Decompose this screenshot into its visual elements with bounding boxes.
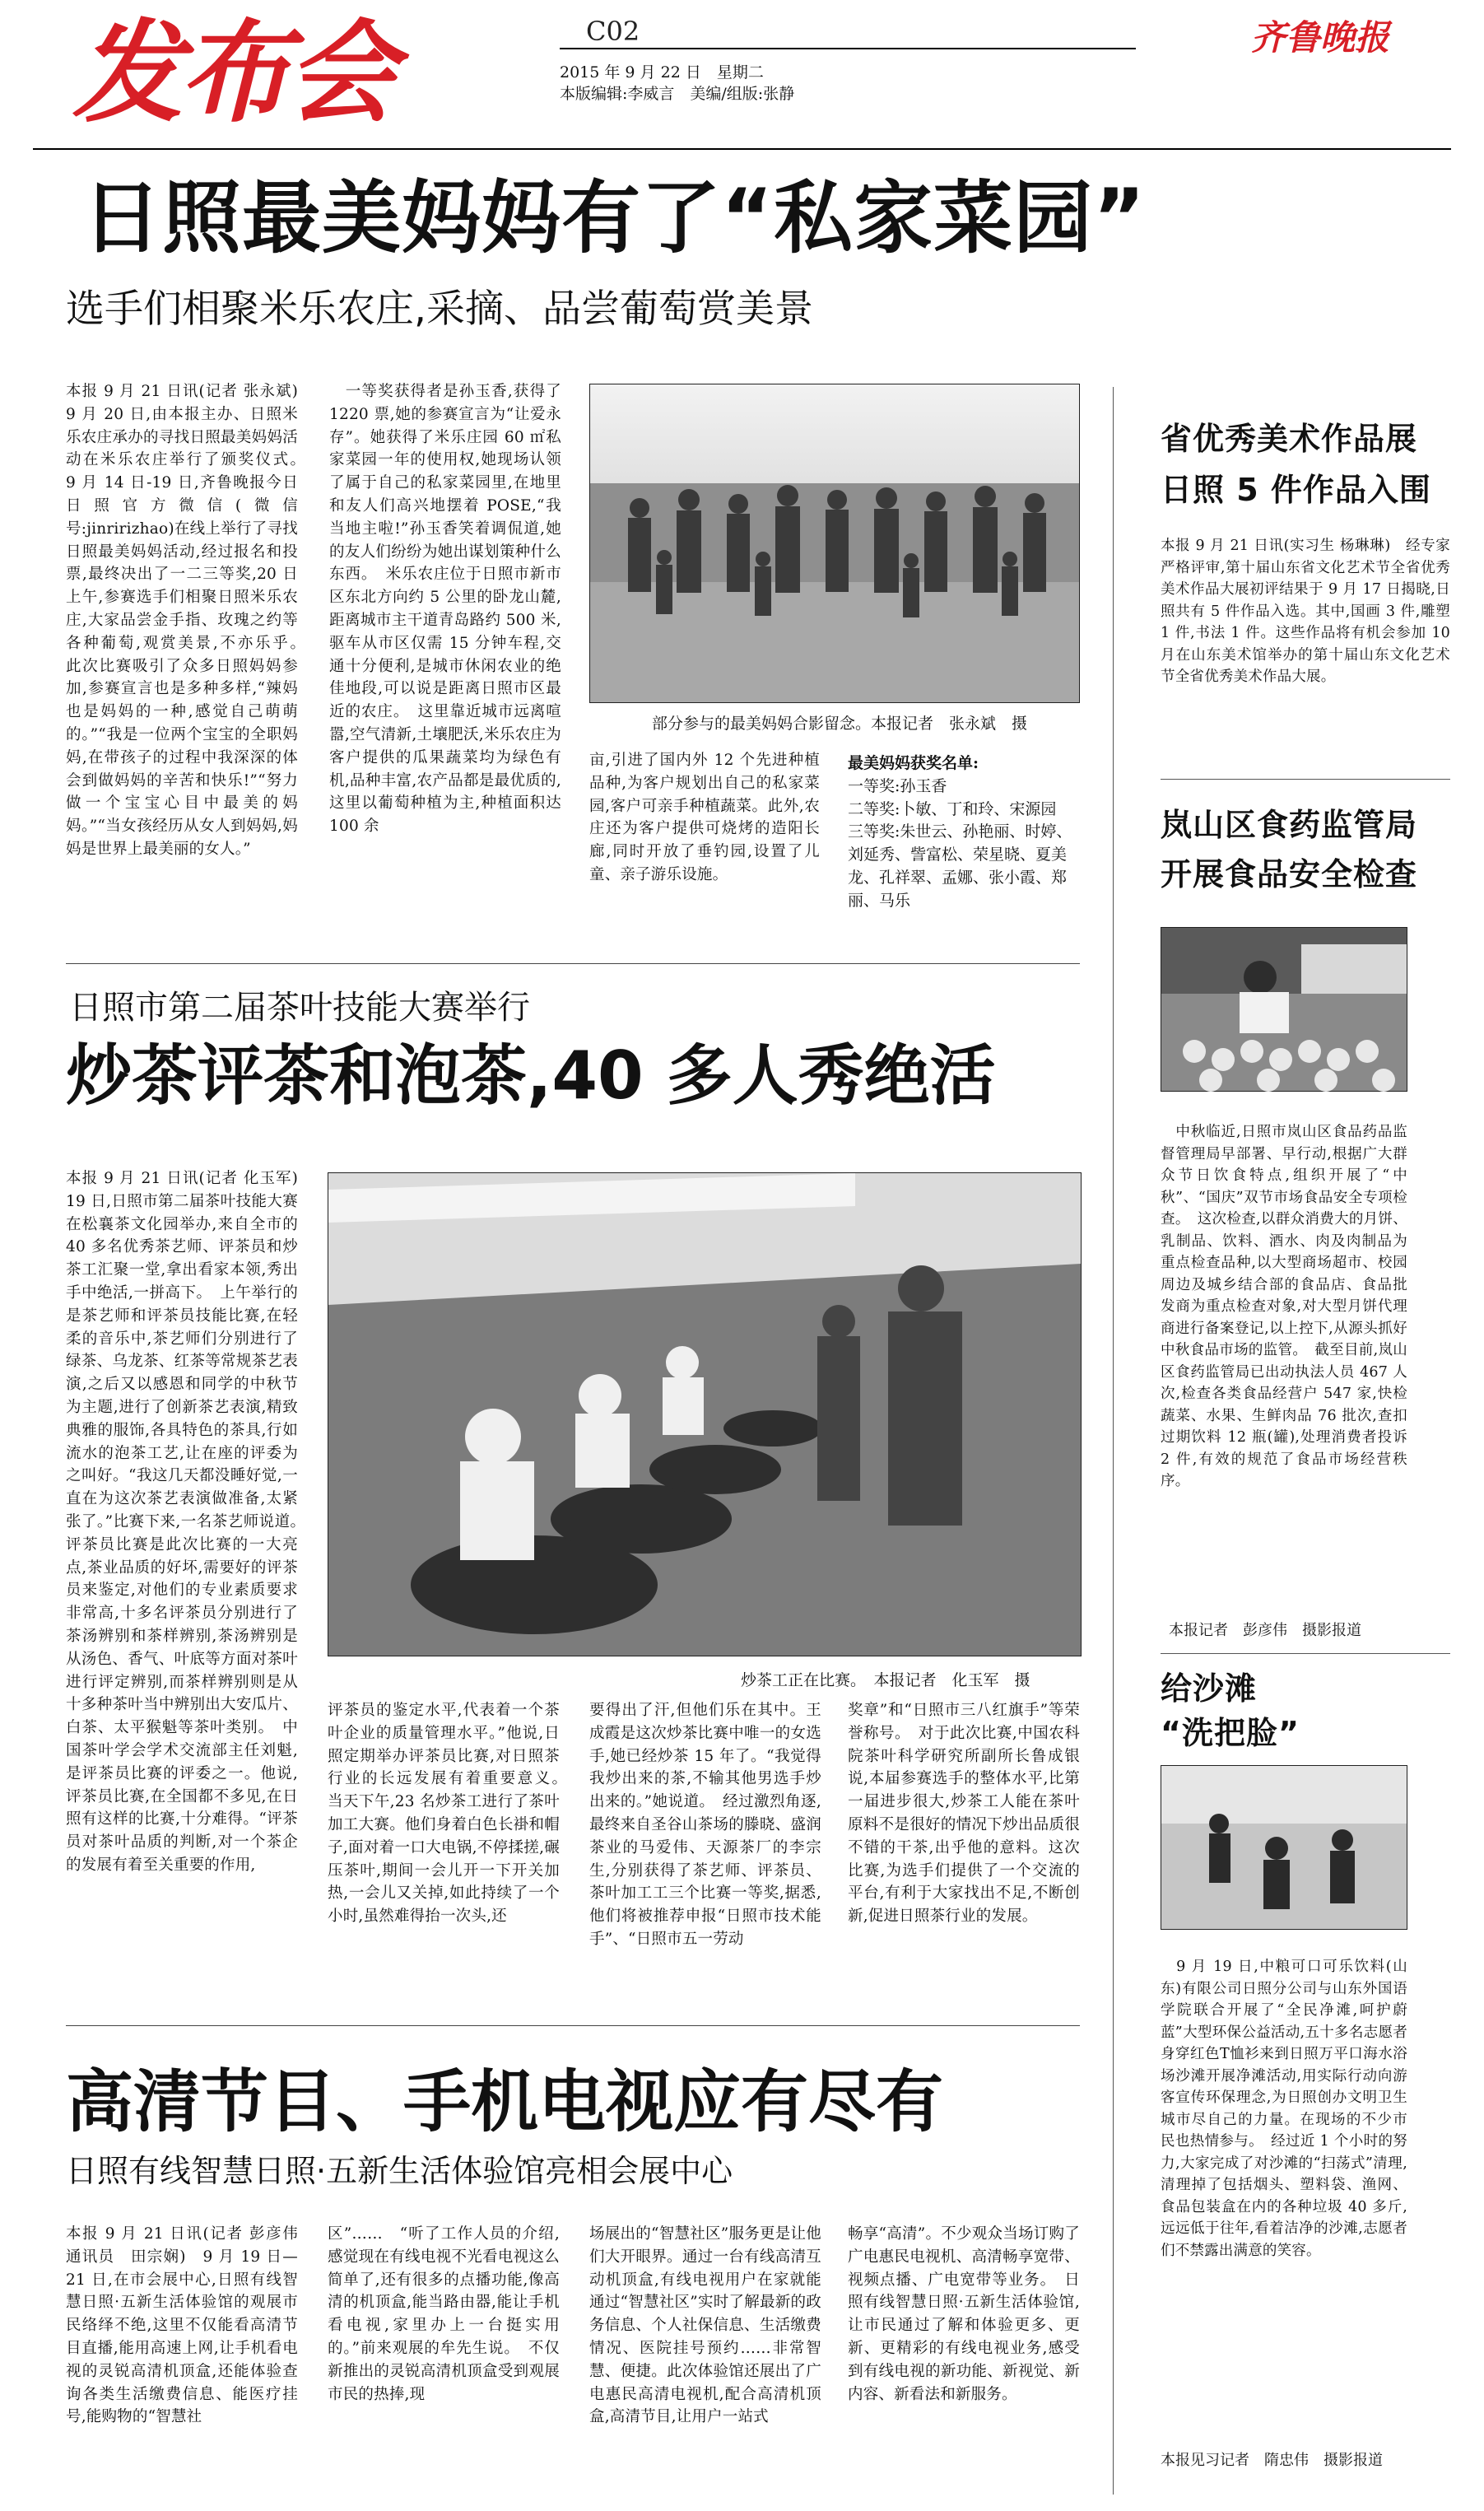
winners-first: 一等奖:孙玉香 <box>848 776 947 795</box>
masthead-bottom-rule <box>33 148 1451 150</box>
art3-col4: 畅享“高清”。不少观众当场订购了广电惠民电视机、高清畅享宽带、视频点播、广电宽带等业务。 日照有线智慧日照·五新生活体验馆,让市民通过了解和体验更多、更新、更精彩的有线电视业务,感受到有线电视的新功能、新视觉、新内容、新看法和新服务。 <box>848 2225 1080 2403</box>
issue-date: 2015 年 9 月 22 日 星期二 <box>560 63 764 82</box>
beach-cleanup-image <box>1161 1766 1407 1929</box>
art2-col3: 要得出了汗,但他们乐在其中。王成霞是这次炒茶比赛中唯一的女选手,她已经炒茶 15 年了。“我觉得我炒出来的茶,不输其他男选手炒出来的。”她说道。 经过激烈角逐,最终来自圣谷山茶场的滕晓、盛润茶业的马爱伟、天源茶厂的李宗生,分别获得了茶艺师、评茶员、茶叶加工工三个比赛一等奖,据悉,他们将被推荐申报“日照市技术能手”、“日照市五一劳动 <box>589 1702 821 1948</box>
tea-contest-image <box>328 1173 1081 1656</box>
side3-headline-line2: “洗把脸” <box>1161 1715 1300 1751</box>
side2-headline-line2: 开展食品安全检查 <box>1161 856 1418 892</box>
side2-bottom-rule <box>1161 1653 1450 1654</box>
food-inspection-image <box>1161 928 1407 1091</box>
art3-headline: 高清节目、手机电视应有尽有 <box>66 2063 944 2141</box>
art1-headline: 日照最美妈妈有了“私家菜园” <box>82 172 1147 264</box>
art3-col3: 场展出的“智慧社区”服务更是让他们大开眼界。通过一台有线高清互动机顶盒,有线电视用户在家就能通过“智慧社区”实时了解最新的政务信息、个人社保信息、生活缴费情况、医院挂号预约……非常智慧、便捷。此次体验馆还展出了广电惠民高清电视机,配合高清机顶盒,高清节目,让用户一站式 <box>589 2225 821 2426</box>
side2-photo <box>1161 927 1407 1092</box>
art3-subhead: 日照有线智慧日照·五新生活体验馆亮相会展中心 <box>66 2153 733 2189</box>
side3-headline <box>1161 1666 1457 1755</box>
art3-col1: 本报 9 月 21 日讯(记者 彭彦伟 通讯员 田宗娴) 9 月 19 日—21 日,在市会展中心,日照有线智慧日照·五新生活体验馆的观展市民络绎不绝,这里不仅能看高清节目直播,能用高速上网,让手机看电视的灵锐高清机顶盒,还能体验查询各类生活缴费信息、能医疗挂号,能购物的“智慧社 <box>66 2225 314 2426</box>
art2-photo-caption: 炒茶工正在比赛。 本报记者 化玉军 摄 <box>741 1671 1030 1689</box>
art2-bottom-rule <box>66 2025 1080 2026</box>
page-number: C02 <box>586 16 640 47</box>
winners-list <box>848 752 1080 913</box>
side1-headline <box>1161 413 1457 515</box>
art1-photo-caption: 部分参与的最美妈妈合影留念。本报记者 张永斌 摄 <box>652 715 1028 733</box>
art2-headline: 炒茶评茶和泡茶,40 多人秀绝活 <box>66 1037 996 1114</box>
side2-headline-line1: 岚山区食药监管局 <box>1161 807 1418 843</box>
side2-body: 中秋临近,日照市岚山区食品药品监督管理局早部署、早行动,根据广大群众节日饮食特点,组织开展了“中秋”、“国庆”双节市场食品安全专项检查。 这次检查,以群众消费大的月饼、乳制品、饮料、酒水、肉及肉制品为重点检查品种,以大型商场超市、校园周边及城乡结合部的食品店、食品批发商为重点检查对象,对大型月饼代理商进行备案登记,以上控下,从源头抓好中秋食品市场的监管。 截至目前,岚山区食药监管局已出动执法人员 467 人次,检查各类食品经营户 547 家,快检蔬菜、水果、生鲜肉品 76 批次,查扣过期饮料 12 瓶(罐),处理消费者投诉 2 件,有效的规范了食品市场经营秩序。 <box>1161 1124 1407 1489</box>
side1-headline-line1: 省优秀美术作品展 <box>1161 421 1418 457</box>
sidebar-divider <box>1113 387 1114 2495</box>
side1-body: 本报 9 月 21 日讯(实习生 杨琳琳) 经专家严格评审,第十届山东省文化艺术节全省优秀美术作品大展初评结果于 9 月 17 日揭晓,日照共有 5 件作品入选。其中,国画 3 件,雕塑 1 件,书法 1 件。这些作品将有机会参加 10 月在山东美术馆举办的第十届山东文化艺术节全省优秀美术作品大展。 <box>1161 538 1450 685</box>
paper-logo: 齐鲁晚报 <box>1251 17 1390 58</box>
winners-third: 三等奖:朱世云、孙艳丽、时婷、刘延秀、訾富松、荣星晓、夏美龙、孔祥翠、孟娜、张小霞、郑丽、马乐 <box>848 822 1072 910</box>
side1-headline-line2: 日照 5 件作品入围 <box>1161 472 1431 508</box>
art1-col1: 本报 9 月 21 日讯(记者 张永斌) 9 月 20 日,由本报主办、日照米乐农庄承办的寻找日照最美妈妈活动在米乐农庄举行了颁奖仪式。 9 月 14 日-19 日,齐鲁晚报今日日照官方微信(微信号:jinririzhao)在线上举行了寻找日照最美妈妈活动,经过报名和投票,最终决出了一二三等奖,20 日上午,参赛选手们相聚日照米乐农庄,大家品尝金手指、玫瑰之约等各种葡萄,观赏美景,不亦乐乎。 此次比赛吸引了众多日照妈妈参加,参赛宣言也是多种多样,“辣妈也是妈妈的一种,感觉自己萌萌的。”“我是一位两个宝宝的全职妈妈,在带孩子的过程中我深深的体会到做妈妈的辛苦和快乐!”“努力做一个宝宝心目中最美的妈妈。”“当女孩经历从女人到妈妈,妈妈是世界上最美丽的女人。” <box>66 383 314 858</box>
side3-byline: 本报见习记者 隋忠伟 摄影报道 <box>1161 2452 1383 2469</box>
art2-col4: 奖章”和“日照市三八红旗手”等荣誉称号。 对于此次比赛,中国农科院茶叶科学研究所副所长鲁成银说,本届参赛选手的整体水平,比第一届进步很大,炒茶工人能在茶叶原料不是很好的情况下炒出品质很不错的干茶,出乎他的意料。这次比赛,为选手们提供了一个交流的平台,有利于大家找出不足,不断创新,促进日照茶行业的发展。 <box>848 1702 1080 1926</box>
side2-byline: 本报记者 彭彦伟 摄影报道 <box>1169 1622 1361 1639</box>
side2-headline <box>1161 800 1465 899</box>
art1-photo <box>589 384 1080 703</box>
art1-col2: 一等奖获得者是孙玉香,获得了 1220 票,她的参赛宣言为“让爱永存”。她获得了米乐庄园 60 ㎡私家菜园一年的使用权,她现场认领了属于自己的私家菜园里,在地里和友人们高兴地摆着 POSE,“我当地主啦!”孙玉香笑着调侃道,她的友人们纷纷为她出谋划策种什么东西。 米乐农庄位于日照市新市区东北方向约 5 公里的卧龙山麓,距离城市主干道青岛路约 500 米,驱车从市区仅需 15 分钟车程,交通十分便利,是城市休闲农业的绝佳地段,可以说是距离日照市区最近的农庄。 这里靠近城市远离喧嚣,空气清新,土壤肥沃,米乐农庄为客户提供的瓜果蔬菜均为绿色有机,品种丰富,农产品都是最优质的,这里以葡萄种植为主,种植面积达 100 余 <box>329 383 561 836</box>
section-title: 发布会 <box>72 9 394 137</box>
art3-col2: 区”…… “听了工作人员的介绍,感觉现在有线电视不光看电视这么简单了,还有很多的点播功能,像高清的机顶盒,能当路由器,能让手机看电视,家里办上一台挺实用的。”前来观展的牟先生说。 不仅新推出的灵锐高清机顶盒受到观展市民的热捧,现 <box>328 2225 560 2403</box>
group-photo-image <box>590 384 1079 702</box>
art2-col1: 本报 9 月 21 日讯(记者 化玉军) 19 日,日照市第二届茶叶技能大赛在松襄茶文化园举办,来自全市的 40 多名优秀茶艺师、评茶员和炒茶工汇聚一堂,拿出看家本领,秀出手中绝活,一拼高下。 上午举行的是茶艺师和评茶员技能比赛,在轻柔的音乐中,茶艺师们分别进行了绿茶、乌龙茶、红茶等常规茶艺表演,之后又以感恩和同学的中秋节为主题,进行了创新茶艺表演,精致典雅的服饰,各具特色的茶具,行如流水的泡茶工艺,让在座的评委为之叫好。“我这几天都没睡好觉,一直在为这次茶艺表演做准备,太紧张了。”比赛下来,一名茶艺师说道。 评茶员比赛是此次比赛的一大亮点,茶业品质的好坏,需要好的评茶员来鉴定,对他们的专业素质要求非常高,十多名评茶员分别进行了茶汤辨别和茶样辨别,茶汤辨别是从汤色、香气、叶底等方面对茶叶进行评定辨别,而茶样辨别则是从十多种茶叶当中辨别出大安瓜片、白茶、太平猴魁等茶叶类别。 中国茶叶学会学术交流部主任刘魁,是评茶员比赛的评委之一。他说,评茶员比赛,在全国都不多见,在日照有这样的比赛,十分难得。“评茶员对茶叶品质的判断,对一个茶企的发展有着至关重要的作用, <box>66 1170 314 1874</box>
art1-col3: 亩,引进了国内外 12 个先进种植品种,为客户规划出自己的私家菜园,客户可亲手种植蔬菜。此外,农庄还为客户提供可烧烤的造阳长廊,同时开放了垂钓园,设置了儿童、亲子游乐设施。 <box>589 752 820 883</box>
art1-bottom-rule <box>66 963 1080 964</box>
side3-headline-line1: 给沙滩 <box>1161 1670 1258 1707</box>
side3-photo <box>1161 1765 1407 1930</box>
art2-col2: 评茶员的鉴定水平,代表着一个茶叶企业的质量管理水平。”他说,日照定期举办评茶员比赛,对日照茶行业的长远发展有着重要意义。 当天下午,23 名炒茶工进行了茶叶加工大赛。他们身着白色长褂和帽子,面对着一口大电锅,不停揉搓,碾压茶叶,期间一会儿开一下开关加热,一会儿又关掉,如此持续了一个小时,虽然难得抬一次头,还 <box>328 1702 575 1926</box>
art2-kicker: 日照市第二届茶叶技能大赛举行 <box>69 989 530 1027</box>
art2-photo <box>328 1172 1082 1656</box>
winners-second: 二等奖:卜敏、丁和玲、宋源园 <box>848 799 1057 818</box>
art1-subhead: 选手们相聚米乐农庄,采摘、品尝葡萄赏美景 <box>66 287 813 332</box>
masthead-divider <box>560 48 1136 49</box>
winners-title: 最美妈妈获奖名单: <box>848 754 979 772</box>
side3-body: 9 月 19 日,中粮可口可乐饮料(山东)有限公司日照分公司与山东外国语学院联合开展了“全民净滩,呵护蔚蓝”大型环保公益活动,五十多名志愿者身穿红色T恤衫来到日照万平口海水浴场沙滩开展净滩活动,用实际行动向游客宣传环保理念,为日照创办文明卫生城市尽自己的力量。在现场的不少市民也热情参与。 经过近 1 个小时的努力,大家完成了对沙滩的“扫荡式”清理,清理掉了包括烟头、塑料袋、渔网、食品包装盒在内的各种垃圾 40 多斤,远远低于往年,看着洁净的沙滩,志愿者们不禁露出满意的笑容。 <box>1161 1959 1407 2259</box>
page-editors: 本版编辑:李威言 美编/组版:张静 <box>560 85 795 103</box>
side1-bottom-rule <box>1161 779 1450 780</box>
